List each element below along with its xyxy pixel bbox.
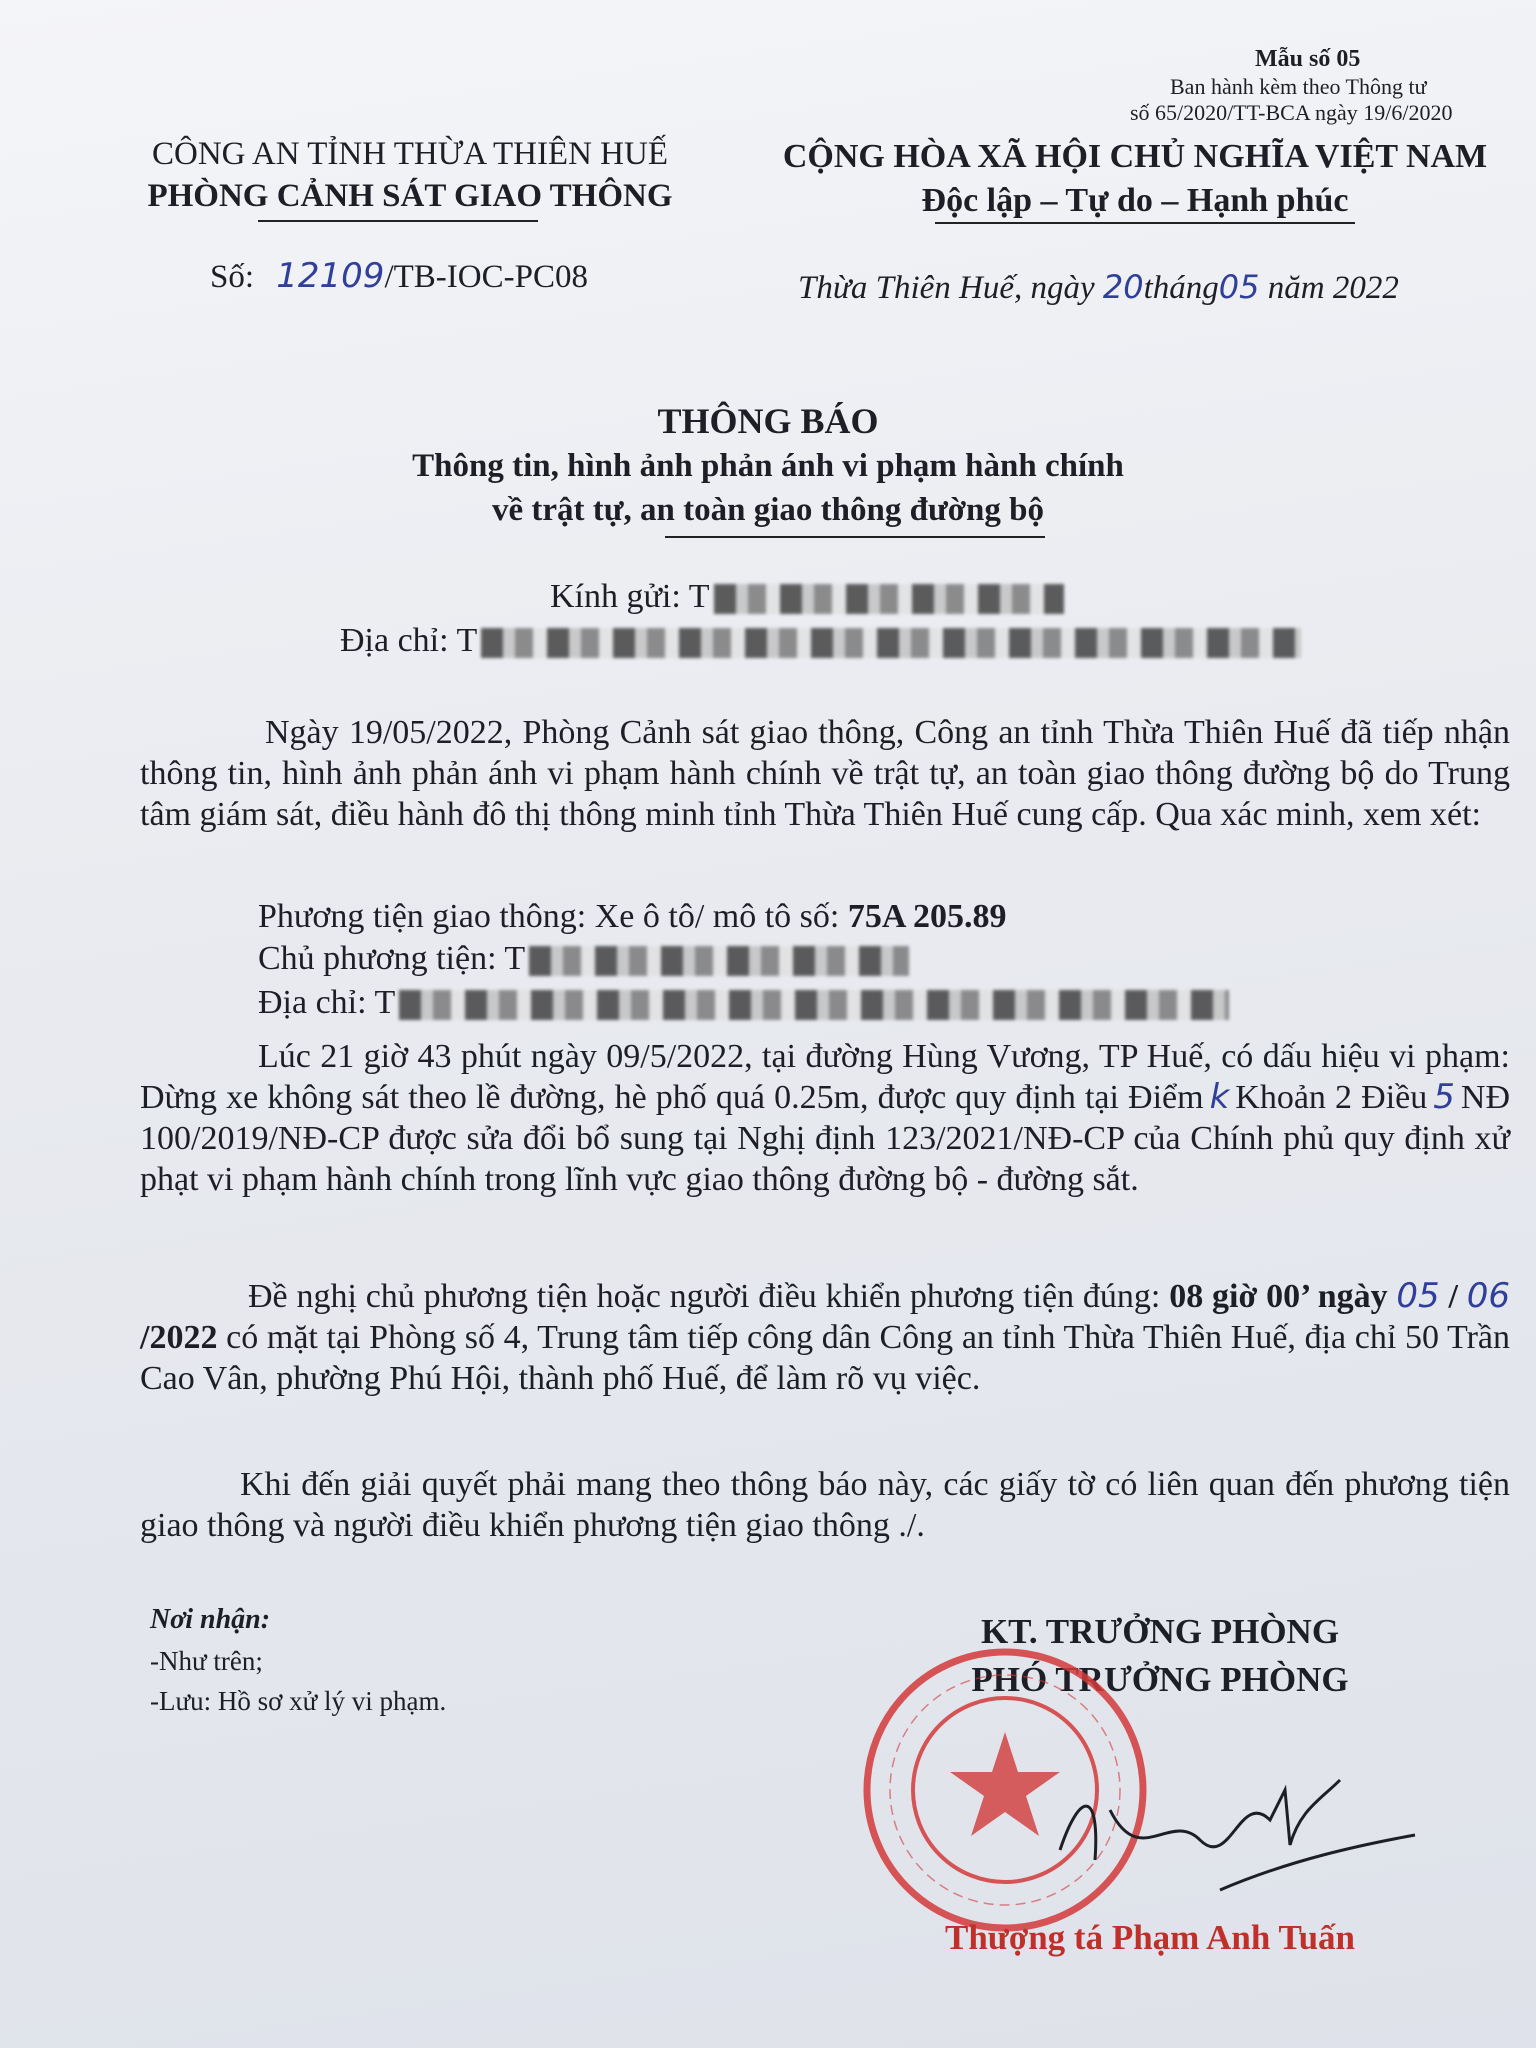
- violation-text-a: Lúc 21 giờ 43 phút ngày 09/5/2022, tại đường Hùng Vương, TP Huế, có dấu hiệu vi phạm: Dừng xe không sát theo lề đường, hè phố quá 0.25m, được quy định tại Điểm: [140, 1038, 1510, 1116]
- owner-address-redacted: [399, 990, 1229, 1020]
- owner-address-initial: T: [374, 984, 396, 1021]
- violation-text-c: NĐ 100/2019/NĐ-CP được sửa đổi bổ sung tại Nghị định 123/2021/NĐ-CP của Chính phủ quy định xử phạt vi phạm hành chính trong lĩnh vực giao thông đường bộ - đường sắt.: [140, 1079, 1510, 1198]
- subtitle-underline: [665, 536, 1045, 538]
- date-month-label: tháng: [1143, 270, 1219, 306]
- sign-kt: KT. TRƯỞNG PHÒNG: [980, 1612, 1340, 1651]
- vehicle-plate: 75A 205.89: [847, 898, 1007, 935]
- agency-parent: CÔNG AN TỈNH THỪA THIÊN HUẾ: [151, 136, 668, 172]
- body-paragraph-3: [140, 1276, 1510, 1399]
- form-issued-line1: Ban hành kèm theo Thông tư: [1170, 74, 1427, 99]
- signer-name: Thượng tá Phạm Anh Tuấn: [945, 1918, 1356, 1957]
- recipients-label: Nơi nhận:: [150, 1604, 271, 1635]
- doc-number: [210, 256, 588, 296]
- summons-date-separator: /: [1448, 1278, 1458, 1315]
- national-title: CỘNG HÒA XÃ HỘI CHỦ NGHĨA VIỆT NAM: [782, 138, 1488, 175]
- agency-underline: [258, 220, 538, 222]
- owner-initial: T: [504, 940, 526, 977]
- summons-time: 08 giờ 00’ ngày: [1169, 1278, 1388, 1315]
- body-paragraph-2: [140, 1036, 1510, 1200]
- agency-name: PHÒNG CẢNH SÁT GIAO THÔNG: [147, 178, 673, 214]
- date-year: năm 2022: [1267, 270, 1399, 306]
- vehicle-line: [258, 898, 1007, 936]
- date-prefix: Thừa Thiên Huế, ngày: [798, 270, 1095, 306]
- owner-line: [258, 940, 909, 978]
- recipient-address-initial: T: [456, 622, 478, 659]
- recipient-redacted: [714, 584, 1064, 614]
- doc-number-suffix: /TB-IOC-PC08: [384, 259, 588, 295]
- body-paragraph-4: Khi đến giải quyết phải mang theo thông báo này, các giấy tờ có liên quan đến phương tiện giao thông và người điều khiển phương tiện giao thông ./.: [140, 1466, 1510, 1544]
- doc-number-handwritten: 12109: [276, 256, 385, 296]
- recipient-address-label: Địa chỉ:: [340, 622, 449, 659]
- recipient-address-redacted: [481, 628, 1301, 658]
- violation-text-b: Khoản 2 Điều: [1235, 1079, 1428, 1116]
- sign-role: PHÓ TRƯỞNG PHÒNG: [971, 1660, 1349, 1699]
- date-month-handwritten: 05: [1218, 268, 1260, 306]
- violation-article-handwritten: 5: [1433, 1077, 1455, 1117]
- recipient-item-1: -Như trên;: [150, 1646, 263, 1676]
- recipient-address-line: [340, 622, 1301, 660]
- body-paragraph-1: Ngày 19/05/2022, Phòng Cảnh sát giao thông, Công an tỉnh Thừa Thiên Huế đã tiếp nhận thông tin, hình ảnh phản ánh vi phạm hành chính về trật tự, an toàn giao thông đường bộ do Trung tâm giám sát, điều hành đô thị thông minh tỉnh Thừa Thiên Huế cung cấp. Qua xác minh, xem xét:: [140, 714, 1510, 833]
- notice-title: THÔNG BÁO: [657, 401, 879, 441]
- date-day-handwritten: 20: [1102, 268, 1144, 306]
- summons-day-handwritten: 05: [1396, 1276, 1440, 1316]
- summons-year: /2022: [140, 1319, 218, 1356]
- national-motto: Độc lập – Tự do – Hạnh phúc: [921, 182, 1349, 219]
- form-issued-line2: số 65/2020/TT-BCA ngày 19/6/2020: [1130, 100, 1453, 125]
- owner-address-label: Địa chỉ:: [258, 984, 367, 1021]
- owner-address-line: [258, 984, 1229, 1022]
- summons-text-b: có mặt tại Phòng số 4, Trung tâm tiếp công dân Công an tỉnh Thừa Thiên Huế, địa chỉ 50 Trần Cao Vân, phường Phú Hội, thành phố Huế, để làm rõ vụ việc.: [140, 1319, 1511, 1397]
- owner-redacted: [529, 946, 909, 976]
- recipient-label: Kính gửi:: [550, 578, 681, 615]
- summons-month-handwritten: 06: [1466, 1276, 1511, 1316]
- recipient-initial: T: [688, 578, 710, 615]
- form-number: Mẫu số 05: [1255, 46, 1361, 72]
- motto-underline: [935, 222, 1355, 224]
- doc-number-label: Số:: [210, 259, 255, 295]
- recipient-line: [550, 578, 1064, 616]
- summons-text-a: Đề nghị chủ phương tiện hoặc người điều khiển phương tiện đúng:: [248, 1278, 1161, 1315]
- signature-scribble: [1040, 1750, 1420, 1900]
- issue-date: [798, 268, 1399, 307]
- owner-label: Chủ phương tiện:: [258, 940, 497, 977]
- notice-subtitle-line1: Thông tin, hình ảnh phản ánh vi phạm hành chính: [412, 448, 1124, 484]
- violation-point-handwritten: k: [1209, 1077, 1230, 1117]
- vehicle-label: Phương tiện giao thông: Xe ô tô/ mô tô số:: [258, 898, 840, 935]
- notice-subtitle-line2: về trật tự, an toàn giao thông đường bộ: [491, 492, 1044, 528]
- recipient-item-2: -Lưu: Hồ sơ xử lý vi phạm.: [150, 1686, 447, 1716]
